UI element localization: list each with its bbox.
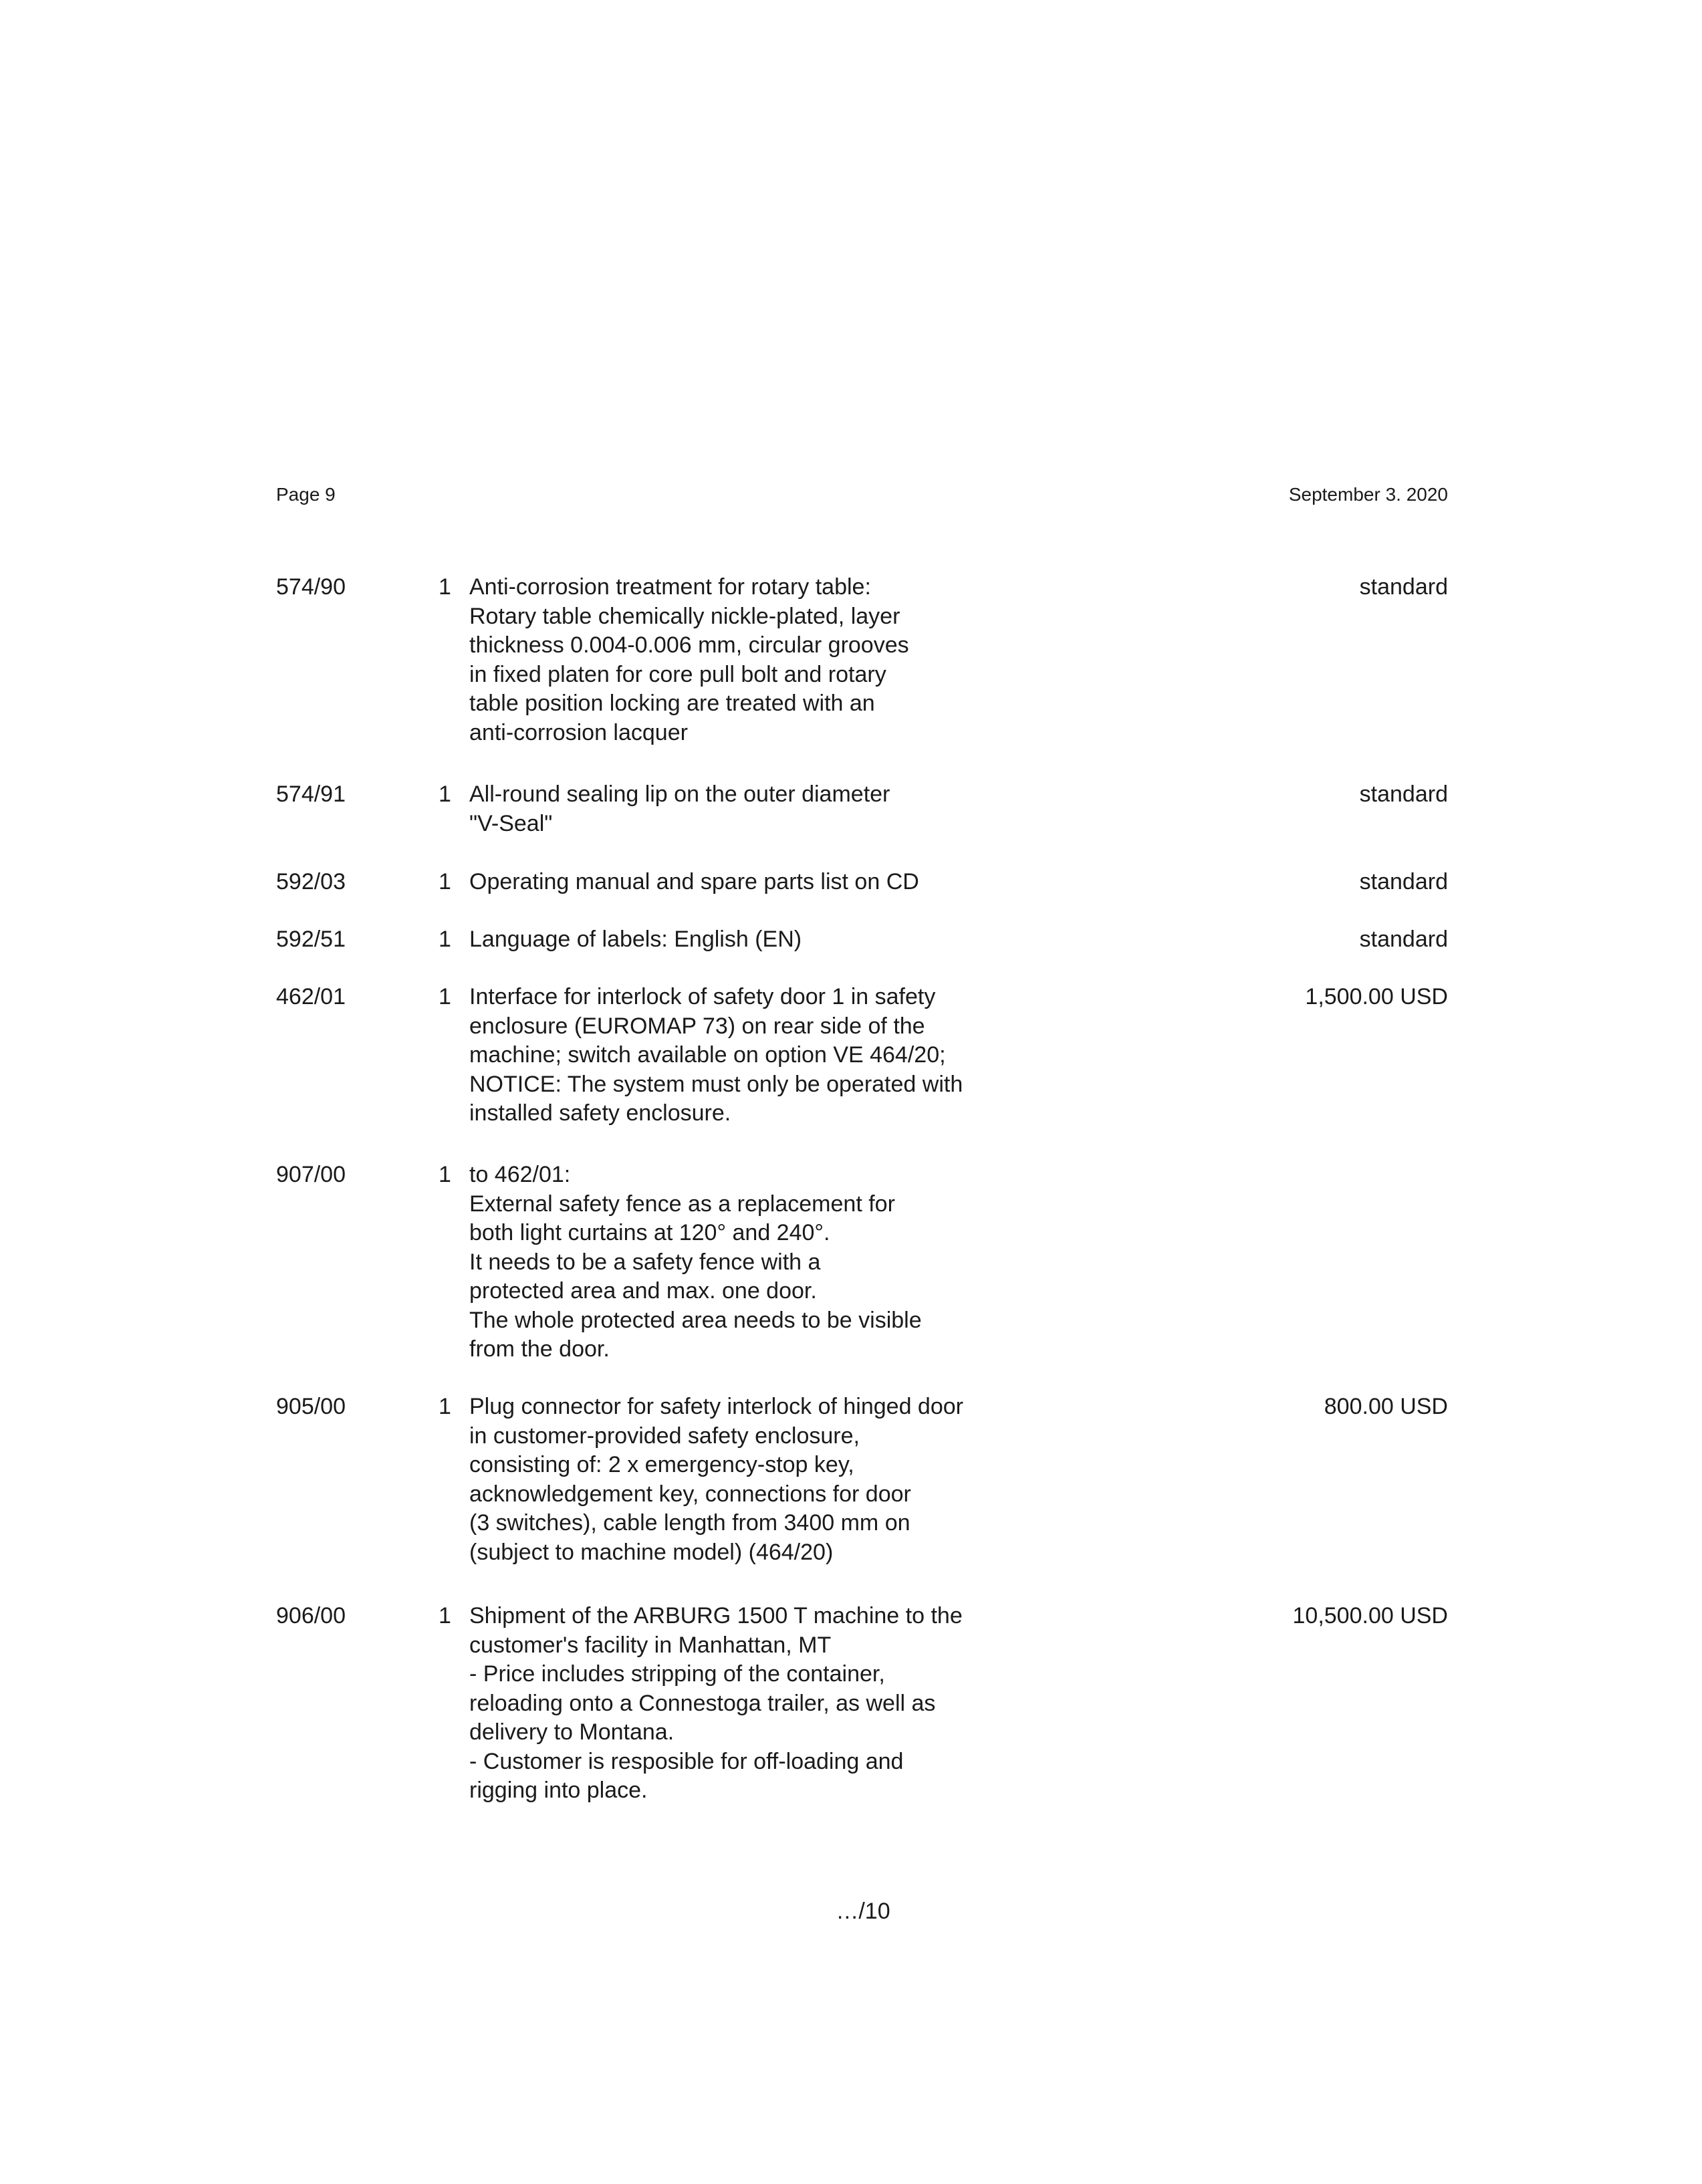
- item-quantity: 1: [439, 869, 451, 894]
- item-quantity: 1: [439, 1603, 451, 1628]
- description-line: Anti-corrosion treatment for rotary table:: [469, 574, 871, 600]
- item-description: [469, 983, 1017, 1128]
- description-line: The whole protected area needs to be visible: [469, 1307, 922, 1333]
- description-line: It needs to be a safety fence with a: [469, 1249, 821, 1275]
- description-line: in customer-provided safety enclosure,: [469, 1423, 860, 1449]
- description-line: anti-corrosion lacquer: [469, 719, 688, 745]
- description-line: (3 switches), cable length from 3400 mm on: [469, 1510, 910, 1536]
- item-price: 800.00 USD: [1324, 1394, 1448, 1419]
- item-description: [469, 1392, 1017, 1567]
- description-line: Shipment of the ARBURG 1500 T machine to the: [469, 1603, 963, 1628]
- item-price: 1,500.00 USD: [1305, 984, 1448, 1009]
- item-description: [469, 1602, 1017, 1806]
- description-line: in fixed platen for core pull bolt and rotary: [469, 661, 886, 687]
- item-price: standard: [1359, 869, 1448, 894]
- description-line: Rotary table chemically nickle-plated, layer: [469, 603, 900, 629]
- item-code: 906/00: [276, 1603, 346, 1628]
- description-line: All-round sealing lip on the outer diameter: [469, 781, 890, 807]
- description-line: protected area and max. one door.: [469, 1278, 817, 1304]
- item-quantity: 1: [439, 574, 451, 600]
- item-quantity: 1: [439, 1162, 451, 1187]
- item-quantity: 1: [439, 781, 451, 807]
- item-price: standard: [1359, 927, 1448, 952]
- continuation-marker: …/10: [836, 1899, 890, 1924]
- item-price: standard: [1359, 574, 1448, 600]
- item-code: 574/90: [276, 574, 346, 600]
- description-line: delivery to Montana.: [469, 1719, 675, 1745]
- description-line: enclosure (EUROMAP 73) on rear side of the: [469, 1013, 925, 1039]
- item-description: [469, 573, 1017, 747]
- item-description: [469, 780, 1017, 838]
- description-line: thickness 0.004-0.006 mm, circular grooves: [469, 632, 909, 658]
- description-line: acknowledgement key, connections for door: [469, 1481, 911, 1507]
- description-line: to 462/01:: [469, 1162, 571, 1187]
- item-code: 592/03: [276, 869, 346, 894]
- item-quantity: 1: [439, 927, 451, 952]
- item-code: 574/91: [276, 781, 346, 807]
- item-description: [469, 868, 1017, 897]
- document-date: September 3. 2020: [1288, 484, 1448, 505]
- item-code: 907/00: [276, 1162, 346, 1187]
- description-line: - Customer is resposible for off-loading and: [469, 1748, 904, 1774]
- description-line: (subject to machine model) (464/20): [469, 1539, 834, 1565]
- description-line: Language of labels: English (EN): [469, 927, 802, 952]
- description-line: from the door.: [469, 1336, 610, 1362]
- item-description: [469, 925, 1017, 955]
- description-line: table position locking are treated with an: [469, 691, 875, 716]
- item-quantity: 1: [439, 1394, 451, 1419]
- item-price: 10,500.00 USD: [1292, 1603, 1448, 1628]
- description-line: both light curtains at 120° and 240°.: [469, 1220, 830, 1245]
- description-line: machine; switch available on option VE 464/20;: [469, 1042, 946, 1068]
- description-line: Plug connector for safety interlock of hinged door: [469, 1394, 963, 1419]
- item-code: 905/00: [276, 1394, 346, 1419]
- description-line: "V-Seal": [469, 810, 553, 836]
- page-continuation: [0, 1897, 1702, 1926]
- description-line: - Price includes stripping of the container,: [469, 1661, 885, 1687]
- item-code: 462/01: [276, 984, 346, 1009]
- description-line: customer's facility in Manhattan, MT: [469, 1632, 832, 1658]
- description-line: rigging into place.: [469, 1778, 648, 1803]
- description-line: Interface for interlock of safety door 1 in safety: [469, 984, 936, 1009]
- item-description: [469, 1161, 1017, 1364]
- page-number: Page 9: [276, 484, 336, 505]
- description-line: Operating manual and spare parts list on CD: [469, 869, 919, 894]
- description-line: reloading onto a Connestoga trailer, as well as: [469, 1690, 936, 1716]
- item-price: standard: [1359, 781, 1448, 807]
- description-line: consisting of: 2 x emergency-stop key,: [469, 1452, 854, 1477]
- description-line: External safety fence as a replacement for: [469, 1191, 895, 1217]
- description-line: installed safety enclosure.: [469, 1100, 731, 1126]
- item-quantity: 1: [439, 984, 451, 1009]
- item-code: 592/51: [276, 927, 346, 952]
- description-line: NOTICE: The system must only be operated with: [469, 1071, 963, 1097]
